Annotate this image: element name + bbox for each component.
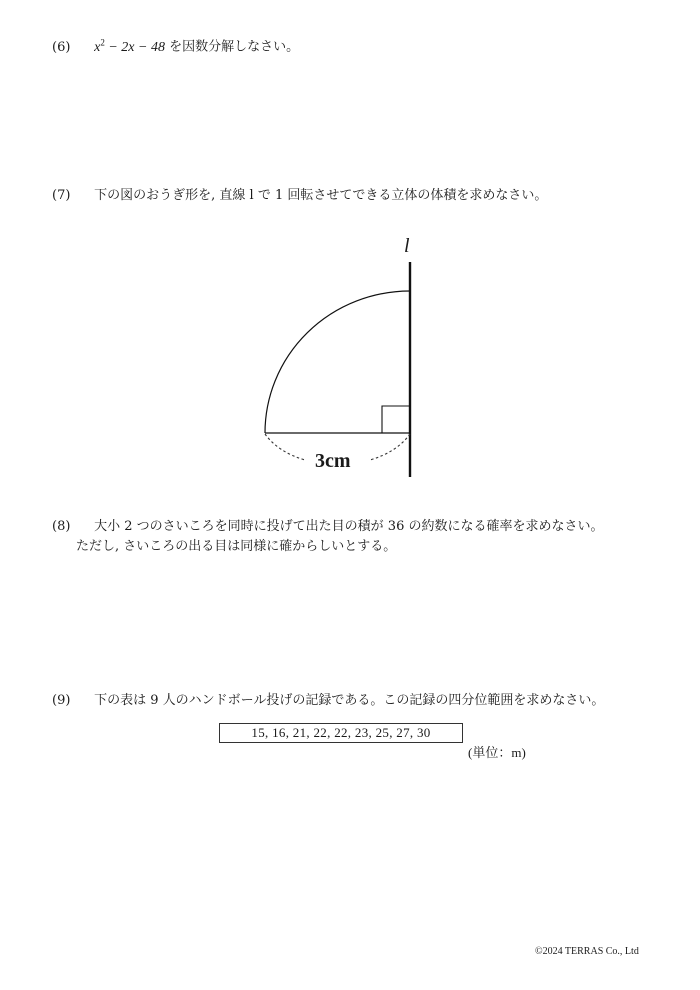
question-text: 下の図のおうぎ形を, 直線 l で 1 回転させてできる立体の体積を求めなさい。 xyxy=(94,188,548,203)
question-number: (7) xyxy=(52,188,71,203)
axis-label-l: l xyxy=(404,235,410,257)
question-8 xyxy=(52,518,603,536)
dimension-dashes-left xyxy=(265,434,305,460)
question-number: (8) xyxy=(52,519,71,534)
question-text: 下の表は 9 人のハンドボール投げの記録である。この記録の四分位範囲を求めなさい。 xyxy=(94,693,605,708)
math-expression: $x^2 - 2x - 48$ xyxy=(94,37,165,55)
copyright-footer: ©2024 TERRAS Co., Ltd xyxy=(535,946,639,957)
question-text: 大小 2 つのさいころを同時に投げて出た目の積が 36 の約数になる確率を求めなさい。 xyxy=(94,519,604,534)
dimension-dashes-right xyxy=(370,434,410,460)
question-9 xyxy=(52,692,604,710)
question-8-line2: ただし, さいころの出る目は同様に確からしいとする。 xyxy=(76,539,397,554)
sector-arc xyxy=(265,291,410,433)
data-table: 15, 16, 21, 22, 22, 23, 25, 27, 30 xyxy=(219,723,463,743)
question-text: を因数分解しなさい。 xyxy=(164,39,300,55)
right-angle-marker xyxy=(382,406,410,433)
radius-label: 3cm xyxy=(315,450,351,472)
question-number: (9) xyxy=(52,693,71,708)
unit-label: (単位：m) xyxy=(468,745,526,760)
question-number: (6) xyxy=(52,39,71,55)
